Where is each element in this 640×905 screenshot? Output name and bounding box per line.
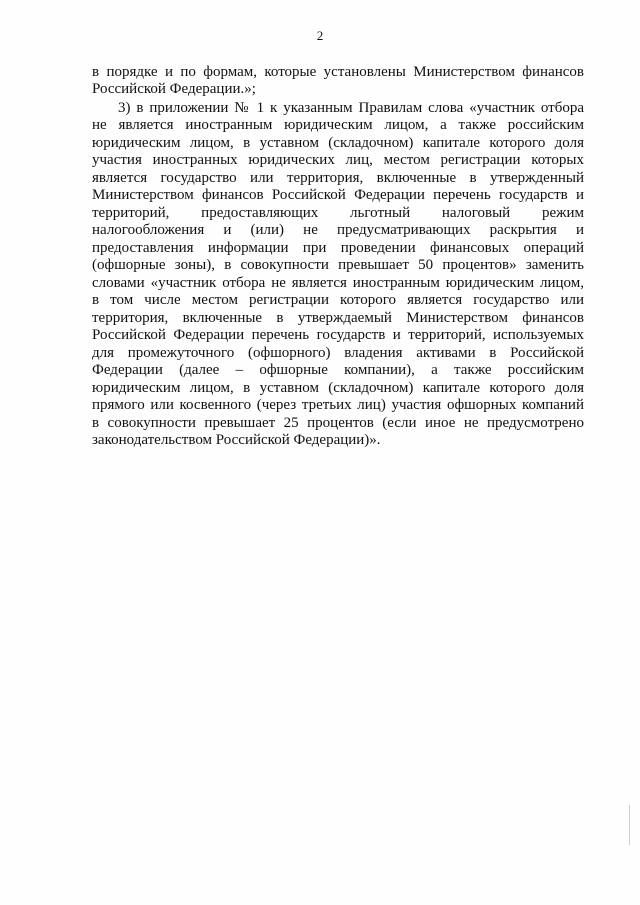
text-line: 3) в приложении № 1 к указанным Правилам слова «участник отбора bbox=[118, 100, 584, 116]
text-line: в порядке и по формам, которые установлены Министерством финансов bbox=[92, 64, 584, 80]
text-line: не является иностранным юридическим лицом, а также российским bbox=[92, 117, 584, 133]
scan-edge-mark bbox=[629, 805, 630, 845]
text-line: Российской Федерации перечень государств и территорий, используемых bbox=[92, 327, 584, 343]
text-line: в том числе местом регистрации которого является государство или bbox=[92, 292, 584, 308]
text-line: участия иностранных юридических лиц, местом регистрации которых bbox=[92, 152, 584, 168]
text-line: (офшорные зоны), в совокупности превышает 50 процентов» заменить bbox=[92, 257, 584, 273]
text-line: предоставления информации при проведении финансовых операций bbox=[92, 240, 584, 256]
text-line: юридическим лицом, в уставном (складочном) капитале которого доля bbox=[92, 380, 584, 396]
text-line: территорий, предоставляющих льготный налоговый режим bbox=[92, 205, 584, 221]
text-line: налогообложения и (или) не предусматривающих раскрытия и bbox=[92, 222, 584, 238]
text-line: юридическим лицом, в уставном (складочном) капитале которого доля bbox=[92, 135, 584, 151]
text-line: Российской Федерации.»; bbox=[92, 81, 256, 97]
text-line: является государство или территория, включенные в утвержденный bbox=[92, 170, 584, 186]
page-number: 2 bbox=[316, 28, 324, 43]
text-line: для промежуточного (офшорного) владения активами в Российской bbox=[92, 345, 584, 361]
text-line: прямого или косвенного (через третьих лиц) участия офшорных компаний bbox=[92, 397, 584, 413]
text-line: территория, включенные в утверждаемый Министерством финансов bbox=[92, 310, 584, 326]
text-line: словами «участник отбора не является иностранным юридическим лицом, bbox=[92, 275, 584, 291]
text-line: законодательством Российской Федерации)». bbox=[92, 432, 381, 448]
text-line: Федерации (далее – офшорные компании), а также российским bbox=[92, 362, 584, 378]
text-line: в совокупности превышает 25 процентов (если иное не предусмотрено bbox=[92, 415, 584, 431]
text-line: Министерством финансов Российской Федерации перечень государств и bbox=[92, 187, 584, 203]
